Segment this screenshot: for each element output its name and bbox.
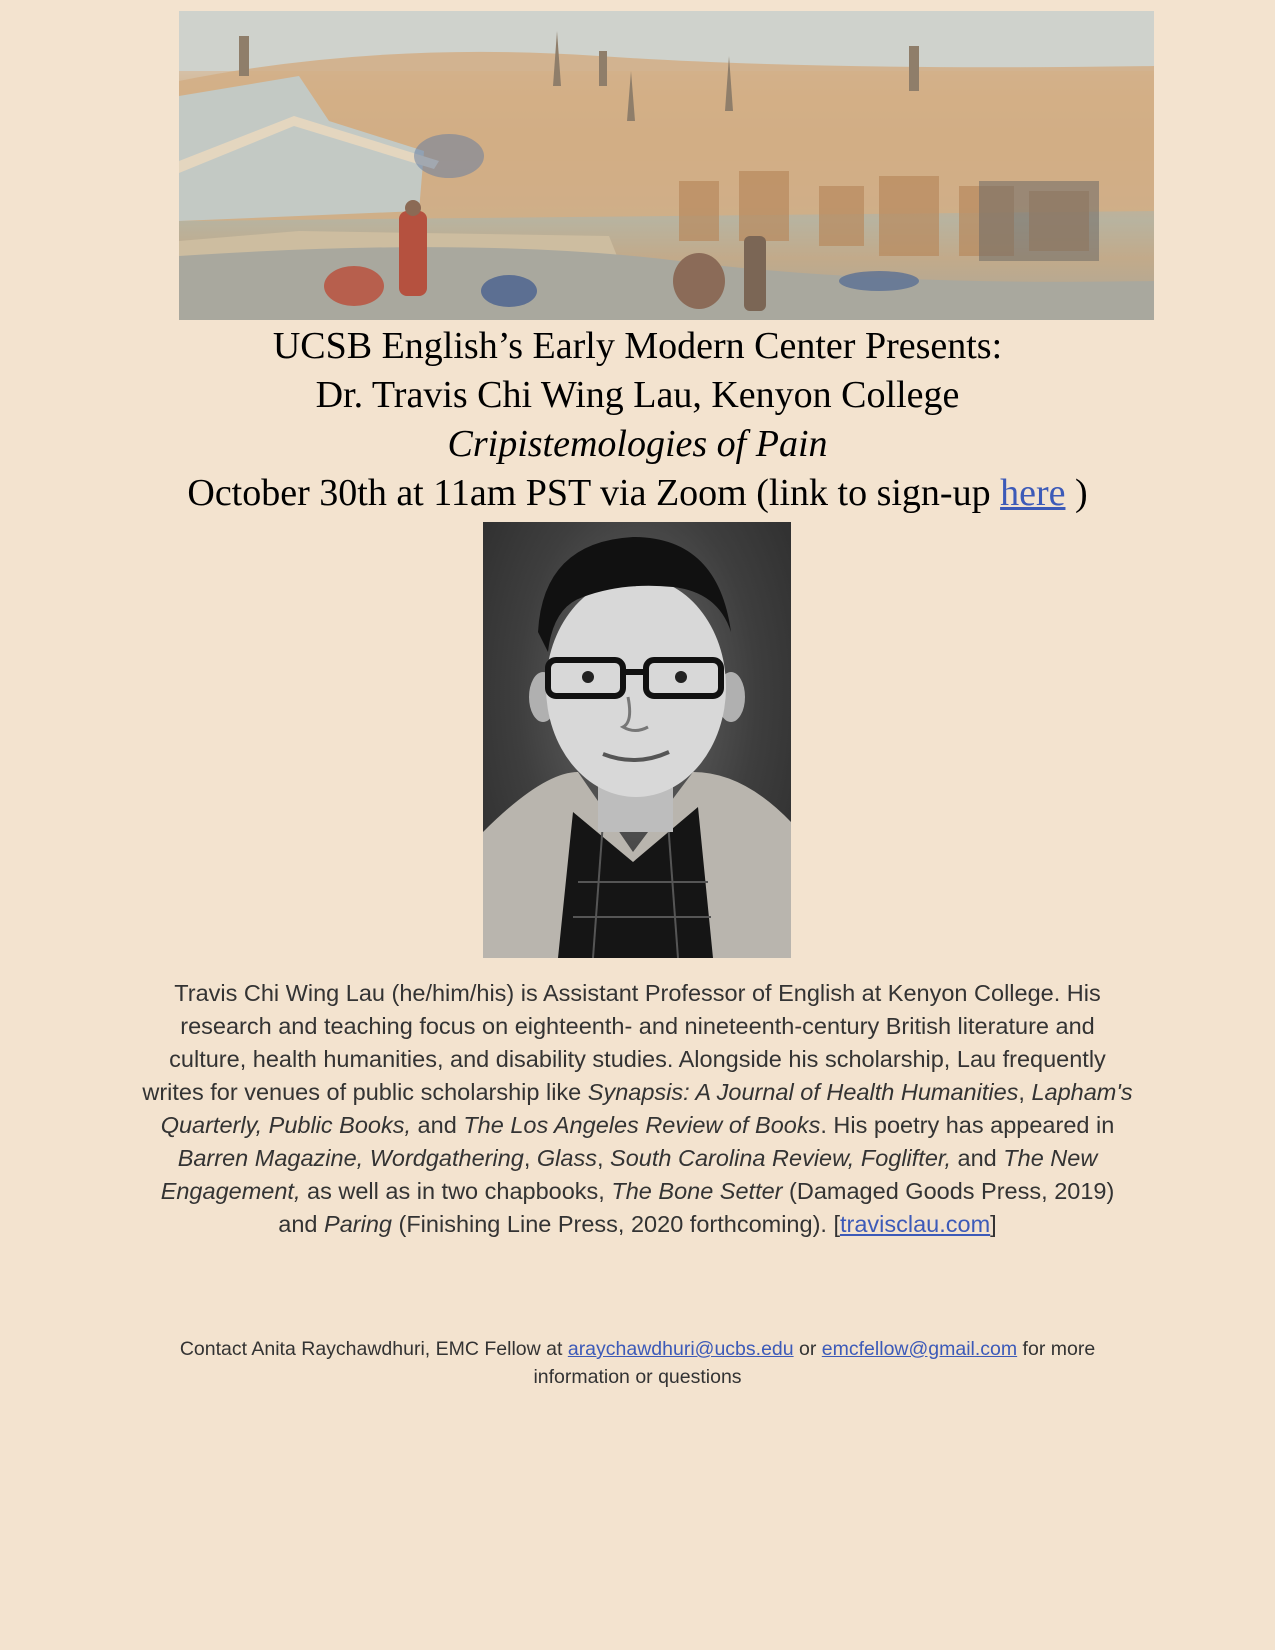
event-details-text: October 30th at 11am PST via Zoom (link to sign-up: [187, 472, 1001, 514]
bio-text: and: [950, 1145, 1004, 1171]
publication-title: Glass: [536, 1145, 597, 1171]
publication-title: South Carolina Review, Foglifter,: [610, 1145, 951, 1171]
bio-text: as well as in two chapbooks,: [300, 1178, 612, 1204]
publication-title: Lapham's Quarterly, Public Books,: [160, 1079, 1133, 1138]
bio-text: (Finishing Line Press, 2020 forthcoming). [: [391, 1211, 840, 1237]
website-link[interactable]: travisclau.com: [839, 1211, 991, 1237]
bio-text: . His poetry has appeared in: [820, 1112, 1115, 1138]
speaker-bio: [140, 977, 1135, 1241]
speaker-line: Dr. Travis Chi Wing Lau, Kenyon College: [315, 374, 960, 416]
bio-text: and: [411, 1112, 464, 1138]
bio-text: ,: [523, 1145, 537, 1171]
bio-text: Travis Chi Wing Lau (he/him/his) is Assistant Professor of English at Kenyon College. His research and teaching focus on eighteenth- and nineteenth-century British literature and culture, health humanities, and disability studies. Alongside his scholarship, Lau frequently writes for venues of public scholarship like: [142, 980, 1106, 1105]
contact-info: [140, 1335, 1135, 1391]
publication-title: Synapsis: A Journal of Health Humanities: [587, 1079, 1019, 1105]
book-title: The Bone Setter: [611, 1178, 783, 1204]
contact-text: for more information or questions: [533, 1338, 1096, 1388]
speaker-portrait: [483, 522, 791, 958]
bio-text: (Damaged Goods Press, 2019) and: [278, 1178, 1115, 1237]
signup-link[interactable]: here: [1000, 472, 1066, 514]
event-details-line: [0, 469, 1275, 518]
city-panorama-illustration: [179, 11, 1154, 320]
presenter-line: UCSB English’s Early Modern Center Presents:: [272, 325, 1003, 367]
contact-text: Contact Anita Raychawdhuri, EMC Fellow at: [179, 1338, 568, 1360]
publication-title: The Los Angeles Review of Books: [463, 1112, 821, 1138]
event-details-closing: ): [1065, 472, 1088, 514]
book-title: Paring: [324, 1211, 392, 1237]
contact-text: or: [793, 1338, 822, 1360]
portrait-illustration: [483, 522, 791, 958]
talk-title: Cripistemologies of Pain: [447, 423, 828, 465]
publication-title: The New Engagement,: [160, 1145, 1098, 1204]
email-link-gmail[interactable]: emcfellow@gmail.com: [821, 1338, 1018, 1360]
email-link-ucsb[interactable]: araychawdhuri@ucbs.edu: [567, 1338, 794, 1360]
publication-title: Barren Magazine, Wordgathering: [177, 1145, 524, 1171]
bio-text: ,: [1018, 1079, 1032, 1105]
event-header: [0, 322, 1275, 518]
bio-text: ]: [990, 1211, 997, 1237]
bio-text: ,: [596, 1145, 611, 1171]
banner-image: [179, 11, 1154, 320]
